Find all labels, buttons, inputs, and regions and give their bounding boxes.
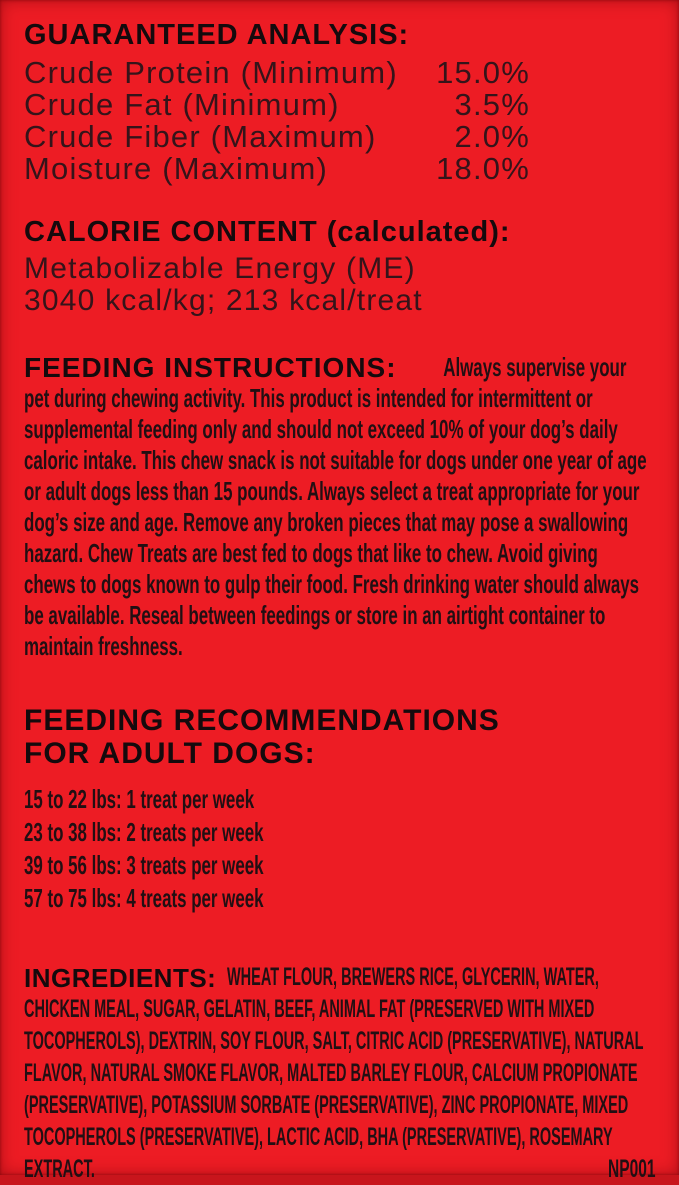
analysis-row <box>24 121 530 153</box>
analysis-label: Crude Fiber (Maximum) <box>24 119 377 154</box>
analysis-value: 18.0% <box>436 151 530 186</box>
feeding-recommendations-title <box>24 704 655 770</box>
kcal-values-line: 3040 kcal/kg; 213 kcal/treat <box>24 284 423 317</box>
feeding-recommendations-title-line2: FOR ADULT DOGS: <box>24 737 316 770</box>
analysis-label: Moisture (Maximum) <box>24 151 329 186</box>
feeding-instructions-paragraph <box>24 352 654 662</box>
recommendation-item: 57 to 75 lbs: 4 treats per week <box>24 883 264 913</box>
guaranteed-analysis-section <box>24 20 655 185</box>
calorie-content-section <box>24 217 655 317</box>
title-spacer <box>24 375 443 376</box>
calorie-content-title: CALORIE CONTENT (calculated): <box>24 216 511 248</box>
ingredients-paragraph <box>24 961 654 1185</box>
ingredients-title: INGREDIENTS: <box>24 963 217 993</box>
analysis-label: Crude Protein (Minimum) <box>24 55 398 90</box>
guaranteed-analysis-title: GUARANTEED ANALYSIS: <box>24 19 410 51</box>
title-spacer <box>24 984 227 985</box>
analysis-label: Crude Fat (Minimum) <box>24 87 340 122</box>
analysis-row <box>24 153 530 185</box>
feeding-instructions-text: Always supervise your pet during chewing activity. This product is intended for intermittent or supplemental feeding only and should not exceed 10% of your dog’s daily caloric intake. This chew snack is not suitable for dogs under one year of age or adult dogs less than 15 pounds. Always select a treat appropriate for your dog’s size and age. Remove any broken pieces that may pose a swallowing hazard. Chew Treats are best fed to dogs that like to chew. Avoid giving chews to dogs known to gulp their food. Fresh drinking water should always be available. Reseal between feedings or store in an airtight container to maintain freshness. <box>24 352 647 661</box>
feeding-recommendations-title-line1: FEEDING RECOMMENDATIONS <box>24 704 500 737</box>
feeding-instructions-section <box>24 352 655 662</box>
product-code: NP001 <box>607 1155 655 1183</box>
recommendation-item: 15 to 22 lbs: 1 treat per week <box>24 784 255 814</box>
analysis-row <box>24 89 530 121</box>
metabolizable-energy-line: Metabolizable Energy (ME) <box>24 252 416 285</box>
feeding-recommendations-section <box>24 704 655 915</box>
feeding-instructions-title: FEEDING INSTRUCTIONS: <box>24 352 397 383</box>
analysis-row <box>24 57 530 89</box>
feeding-recommendations-list <box>24 783 427 915</box>
ingredients-section <box>24 961 655 1185</box>
recommendation-item: 23 to 38 lbs: 2 treats per week <box>24 817 264 847</box>
guaranteed-analysis-table <box>24 57 530 185</box>
analysis-value: 3.5% <box>454 87 530 122</box>
analysis-value: 2.0% <box>454 119 530 154</box>
analysis-value: 15.0% <box>436 55 530 90</box>
calorie-content-body <box>24 253 655 317</box>
recommendation-item: 39 to 56 lbs: 3 treats per week <box>24 850 264 880</box>
ingredients-text: WHEAT FLOUR, BREWERS RICE, GLYCERIN, WATER, CHICKEN MEAL, SUGAR, GELATIN, BEEF, ANIMAL FAT (PRESERVED WITH MIXED TOCOPHEROLS), DEXTRIN, SOY FLOUR, SALT, CITRIC ACID (PRESERVATIVE), NATURAL FLAVOR, NATURAL SMOKE FLAVOR, MALTED BARLEY FLOUR, CALCIUM PROPIONATE (PRESERVATIVE), POTASSIUM SORBATE (PRESERVATIVE), ZINC PROPIONATE, MIXED TOCOPHEROLS (PRESERVATIVE), LACTIC ACID, BHA (PRESERVATIVE), ROSEMARY EXTRACT. <box>24 963 644 1183</box>
